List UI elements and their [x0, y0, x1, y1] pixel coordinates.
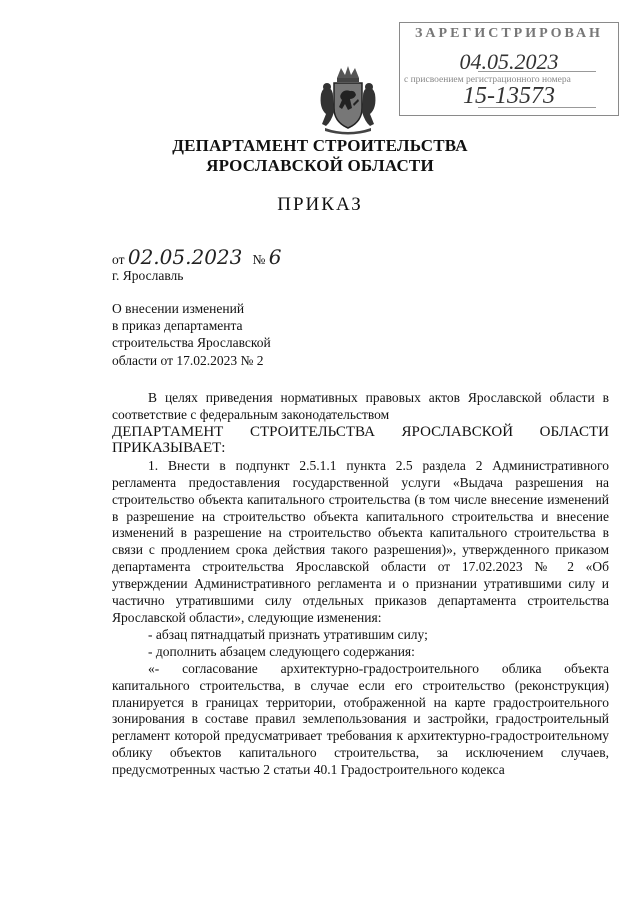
order-date: 02.05.2023	[127, 245, 243, 269]
stamp-number: 15-13573	[463, 83, 555, 109]
bullet-1: - абзац пятнадцатый признать утратившим силу;	[148, 626, 428, 642]
intro-paragraph: В целях приведения нормативных правовых актов Ярославской области в соответствие с федеральным законодательством	[112, 390, 609, 422]
document-type: ПРИКАЗ	[277, 194, 363, 215]
quote-paragraph: «- согласование архитектурно-градостроительного облика объекта капитального строительства, в случае если его строительство (реконструкция) планируется в границах территории, отображенной на карте градостроительного зонирования в составе правил землепользования и застройки, градостроительный регламент которой предусматривает требования к архитектурно-градостроительному облику объектов капитального строительства, за исключением случаев, предусмотренных частью 2 статьи 40.1 Градостроительного кодекса	[112, 660, 609, 778]
city: г. Ярославль	[112, 268, 184, 283]
item-1-paragraph: 1. Внести в подпункт 2.5.1.1 пункта 2.5 раздела 2 Административного регламента предоставления государственной услуги «Выдача разрешения на строительство объекта капитального строительства (в том числе внесение изменений в разрешение на строительство объекта капитального строительства и внесение изменений в разрешение на строительство объекта капитального строительства в связи с продлением срока действия такого разрешения)», утвержденного приказом департамента строительства Ярославской области от 17.02.2023 № 2 «Об утверждении Административного регламента и о признании утратившими силу и частично утратившими силу отдельных приказов департамента строительства Ярославской области», следующие изменения:	[112, 457, 609, 625]
subject-line: области от 17.02.2023 № 2	[112, 352, 264, 368]
subject-line: в приказ департамента	[112, 318, 243, 334]
document-body	[112, 390, 609, 779]
stamp-divider	[478, 71, 596, 72]
from-label: от	[112, 252, 125, 267]
registration-stamp	[399, 22, 619, 116]
department-name: ДЕПАРТАМЕНТ СТРОИТЕЛЬСТВА	[172, 136, 468, 155]
bear-coat-of-arms-icon	[317, 64, 379, 136]
stamp-note: с присвоением регистрационного номера	[404, 75, 571, 85]
order-date-line	[112, 245, 282, 269]
stamp-title: ЗАРЕГИСТРИРОВАН	[415, 26, 603, 41]
subject-block	[112, 300, 271, 369]
orders-heading: ПРИКАЗЫВАЕТ:	[112, 440, 226, 457]
number-label: №	[252, 252, 266, 267]
stamp-date: 04.05.2023	[459, 49, 559, 74]
order-number: 6	[268, 245, 282, 269]
stamp-divider	[478, 107, 596, 108]
department-caps: ДЕПАРТАМЕНТ СТРОИТЕЛЬСТВА ЯРОСЛАВСКОЙ ОБЛАСТИ	[112, 423, 609, 440]
subject-line: строительства Ярославской	[112, 335, 271, 351]
department-region: ЯРОСЛАВСКОЙ ОБЛАСТИ	[206, 156, 434, 175]
subject-line: О внесении изменений	[112, 301, 245, 316]
bullet-2: - дополнить абзацем следующего содержания:	[148, 643, 415, 659]
